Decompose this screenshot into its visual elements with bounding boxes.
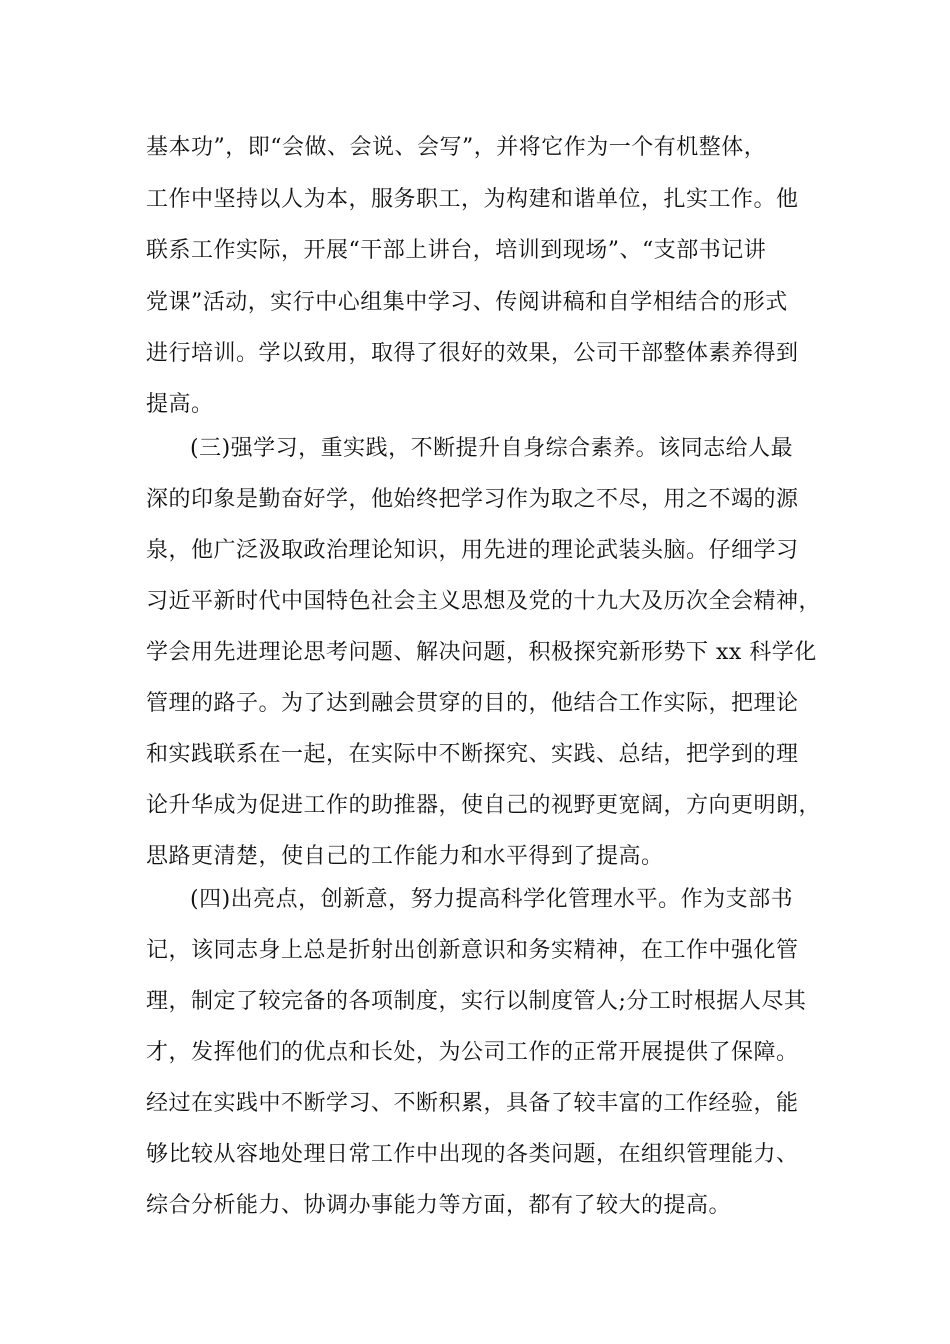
text-line: 够比较从容地处理日常工作中出现的各类问题，在组织管理能力、 <box>146 1142 799 1167</box>
text-line: 泉，他广泛汲取政治理论知识，用先进的理论武装头脑。仔细学习 <box>146 538 799 563</box>
section-heading-line: (四)出亮点，创新意，努力提高科学化管理水平。作为支部书 <box>190 887 794 912</box>
text-line: 记，该同志身上总是折射出创新意识和务实精神，在工作中强化管 <box>146 938 799 963</box>
text-line: 论升华成为促进工作的助推器，使自己的视野更宽阔，方向更明朗， <box>146 793 822 818</box>
text-line: 党课”活动，实行中心组集中学习、传阅讲稿和自学相结合的形式 <box>146 290 788 315</box>
text-line: 深的印象是勤奋好学，他始终把学习作为取之不尽，用之不竭的源 <box>146 487 799 512</box>
text-line: 思路更清楚，使自己的工作能力和水平得到了提高。 <box>146 844 664 869</box>
section-heading-line: (三)强学习，重实践，不断提升自身综合素养。该同志给人最 <box>190 436 794 461</box>
text-line: 进行培训。学以致用，取得了很好的效果，公司干部整体素养得到 <box>146 341 799 366</box>
text-line: 习近平新时代中国特色社会主义思想及党的十九大及历次全会精神， <box>146 589 822 614</box>
text-line: 经过在实践中不断学习、不断积累，具备了较丰富的工作经验，能 <box>146 1091 799 1116</box>
text-line: 才，发挥他们的优点和长处，为公司工作的正常开展提供了保障。 <box>146 1040 799 1065</box>
text-line: 和实践联系在一起，在实际中不断探究、实践、总结，把学到的理 <box>146 742 799 767</box>
text-line: 提高。 <box>146 392 214 417</box>
text-line: 综合分析能力、协调办事能力等方面，都有了较大的提高。 <box>146 1193 732 1218</box>
text-line: 工作中坚持以人为本，服务职工，为构建和谐单位，扎实工作。他 <box>146 187 799 212</box>
text-line: 联系工作实际，开展“干部上讲台，培训到现场”、“支部书记讲 <box>146 238 767 263</box>
text-line: 管理的路子。为了达到融会贯穿的目的，他结合工作实际，把理论 <box>146 691 799 716</box>
text-line: 学会用先进理论思考问题、解决问题，积极探究新形势下 xx 科学化 <box>146 640 817 665</box>
text-line: 基本功”，即“会做、会说、会写”，并将它作为一个有机整体， <box>146 135 767 160</box>
text-line: 理，制定了较完备的各项制度，实行以制度管人;分工时根据人尽其 <box>146 989 807 1014</box>
